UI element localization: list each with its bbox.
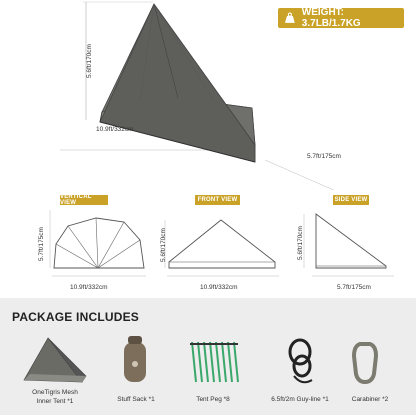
side-view-drawing [290, 200, 400, 280]
item-mesh-line2: Inner Tent *1 [36, 398, 74, 405]
main-height-label: 5.6ft/170cm [86, 44, 93, 78]
main-width-label: 5.7ft/175cm [307, 153, 341, 160]
carabiner-image [350, 340, 380, 386]
side-side-label: 5.6ft/170cm [297, 226, 304, 260]
weight-text: WEIGHT: 3.7LB/1.7KG [301, 7, 361, 29]
package-title: PACKAGE INCLUDES [12, 310, 139, 324]
main-length-label: 10.9ft/332cm [96, 126, 134, 133]
side-bottom-label: 5.7ft/175cm [337, 284, 371, 291]
vertical-view-title: VERTICAL VIEW [60, 195, 108, 205]
item-mesh-line1: OneTigris Mesh [32, 389, 78, 396]
side-view-title: SIDE VIEW [334, 197, 368, 203]
vertical-bottom-label: 10.9ft/332cm [70, 284, 108, 291]
item-tent-peg: Tent Peg *8 [196, 396, 230, 403]
front-bottom-label: 10.9ft/332cm [200, 284, 238, 291]
item-stuff-sack: Stuff Sack *1 [117, 396, 155, 403]
mesh-inner-tent-image [20, 336, 90, 386]
vertical-view-drawing [38, 200, 148, 280]
item-guy-line: 6.5ft/2m Guy-line *1 [271, 396, 329, 403]
front-view-title: FRONT VIEW [195, 195, 240, 205]
tent-3d-illustration [0, 0, 416, 190]
item-carabiner: Carabiner *2 [351, 396, 389, 403]
front-side-label: 5.6ft/170cm [160, 228, 167, 262]
guy-line-image [282, 336, 322, 388]
front-view-drawing [155, 200, 285, 280]
vertical-side-label: 5.7ft/175cm [38, 227, 45, 261]
tent-pegs-image [188, 338, 240, 386]
item-mesh-inner-tent [10, 388, 100, 406]
stuff-sack-image [118, 334, 152, 386]
